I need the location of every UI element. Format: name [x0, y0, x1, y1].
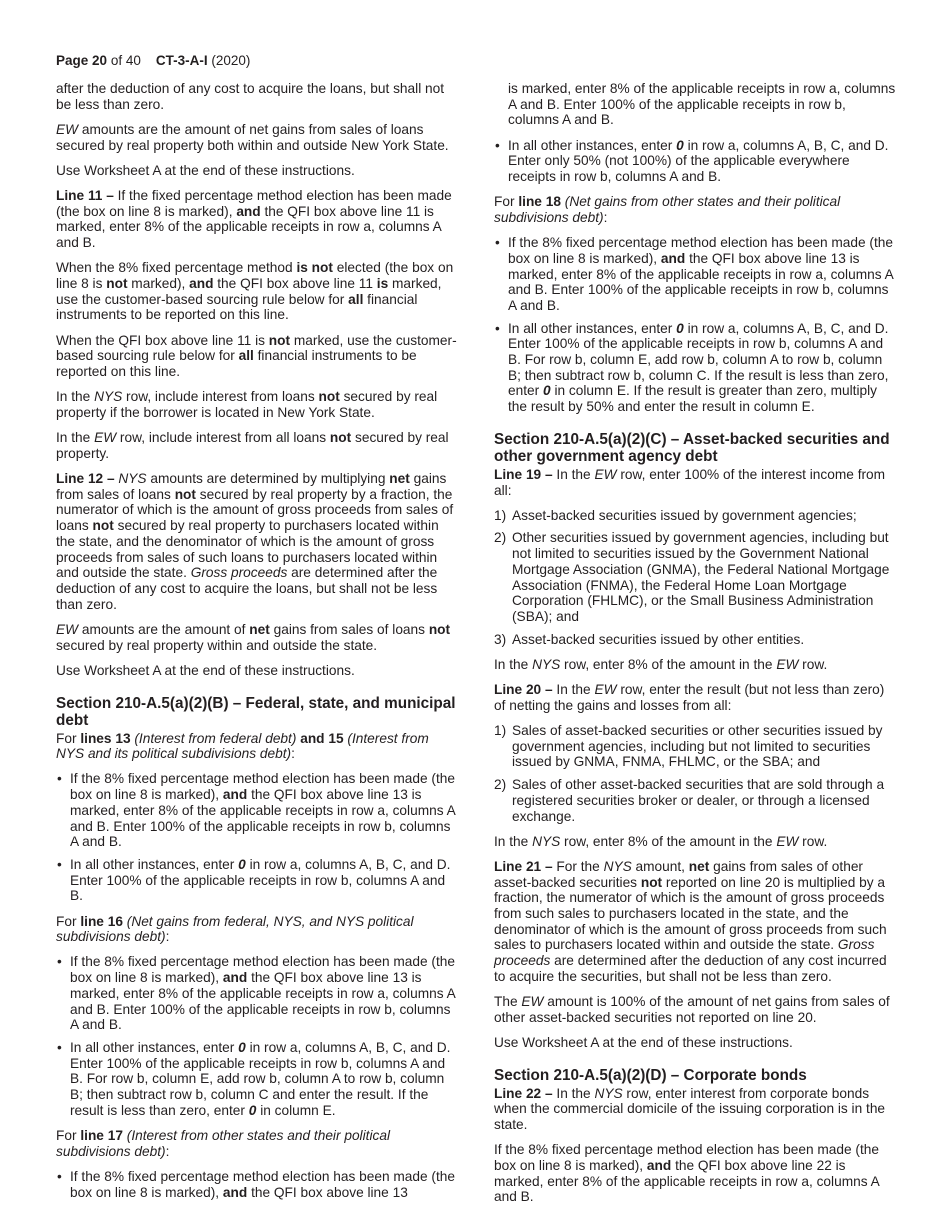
paragraph: Use Worksheet A at the end of these instructions.	[56, 662, 355, 678]
numbered-list	[494, 508, 896, 648]
list-item: • In all other instances, enter 0 in row a, columns A, B, C, and D. Enter 100% of the applicable receipts in row b, columns A and B.	[56, 857, 459, 904]
paragraph: EW amounts are the amount of net gains from sales of loans not secured by real property within and outside the state.	[56, 621, 451, 653]
paragraph: EW amounts are the amount of net gains from sales of loans secured by real property both within and outside New York State.	[56, 121, 449, 153]
form-number: CT-3-A-I	[155, 53, 208, 68]
paragraph: In the NYS row, enter 8% of the amount in the EW row.	[494, 656, 828, 672]
continued-list-text: is marked, enter 8% of the applicable receipts in row a, columns A and B. Enter 100% of the applicable receipts in row b, columns A and B.	[508, 81, 896, 128]
page-number: Page 20	[56, 53, 108, 68]
paragraph: When the 8% fixed percentage method is not elected (the box on line 8 is not marked), and the QFI box above line 11 is marked, use the customer-based sourcing rule below for all financial instruments to be reported on this line.	[56, 260, 454, 323]
paragraph: When the QFI box above line 11 is not marked, use the customer-based sourcing rule below for all financial instruments to be reported on this line.	[56, 332, 457, 380]
line-22-paragraph: Line 22 – In the NYS row, enter interest from corporate bonds when the commercial domicile of the issuing corporation is in the state.	[494, 1085, 886, 1133]
list-item: 2) Sales of other asset-backed securities that are sold through a registered securities broker or dealer, or through a licensed exchange.	[494, 777, 885, 824]
list-item: • In all other instances, enter 0 in row a, columns A, B, C, and D. Enter 100% of the applicable receipts in row b, columns A and B. For row b, column E, add row b, column A to row b, column B; then subtract row b, column C and enter the result. If the result is less than zero, enter 0 in column E.	[56, 1040, 459, 1119]
paragraph: Use Worksheet A at the end of these instructions.	[56, 162, 355, 178]
bullet-list	[56, 771, 459, 904]
line-20-paragraph: Line 20 – In the EW row, enter the result (but not less than zero) of netting the gains and losses from all:	[494, 682, 885, 713]
paragraph: after the deduction of any cost to acquire the loans, but shall not be less than zero.	[56, 81, 445, 112]
list-item: • If the 8% fixed percentage method election has been made (the box on line 8 is marked), and the QFI box above line 13 is marked, enter 8% of the applicable receipts in row a, columns A and B. Enter 100% of the applicable receipts in row b, columns A and B.	[494, 235, 896, 314]
list-item: 2) Other securities issued by government agencies, including but not limited to securities issued by the Government National Mortgage Association (GNMA), the Federal National Mortgage Association (FNMA), the Federal Home Loan Mortgage Corporation (FHLMC), or the Small Business Administration (SBA); and	[494, 530, 890, 624]
page-header	[56, 53, 250, 68]
paragraph: If the 8% fixed percentage method election has been made (the box on line 8 is marked), and the QFI box above line 22 is marked, enter 8% of the applicable receipts in row a, columns A and B.	[494, 1142, 880, 1205]
paragraph: For line 18 (Net gains from other states and their political subdivisions debt):	[494, 194, 841, 225]
paragraph: For lines 13 (Interest from federal debt) and 15 (Interest from NYS and its political subdivisions debt):	[56, 730, 429, 762]
left-column	[56, 81, 459, 1210]
list-item: • If the 8% fixed percentage method election has been made (the box on line 8 is marked), and the QFI box above line 13 is marked, enter 8% of the applicable receipts in row a, columns A and B. Enter 100% of the applicable receipts in row b, columns A and B.	[56, 771, 459, 850]
list-item: • In all other instances, enter 0 in row a, columns A, B, C, and D. Enter 100% of the applicable receipts in row b, columns A and B. For row b, column E, add row b, column A to row b, column B; then subtract row b, column C. If the result is less than zero, enter 0 in column E. If the result is greater than zero, multiply the result by 50% and enter the result in column E.	[494, 321, 896, 415]
paragraph: For line 17 (Interest from other states and their political subdivisions debt):	[56, 1127, 390, 1159]
line-12-paragraph: Line 12 – NYS amounts are determined by multiplying net gains from sales of loans not secured by real property by a fraction, the numerator of which is the amount of gross proceeds from sales of loans not secured by real property to purchasers located within the state, and the denominator of which is the amount of gross proceeds from sales of such loans to purchasers located within and outside the state. Gross proceeds are determined after the deduction of any cost to acquire the loans, but shall not be less than zero.	[56, 471, 454, 612]
paragraph: In the NYS row, include interest from loans not secured by real property if the borrower is located in New York State.	[56, 389, 438, 420]
paragraph: In the NYS row, enter 8% of the amount in the EW row.	[494, 833, 828, 849]
list-item: • In all other instances, enter 0 in row a, columns A, B, C, and D. Enter only 50% (not 100%) of the applicable everywhere receipts in row b, columns A and B.	[494, 138, 896, 185]
page-count: of 40	[110, 53, 141, 68]
right-column	[494, 81, 896, 1215]
form-year: (2020)	[211, 53, 251, 68]
line-19-paragraph: Line 19 – In the EW row, enter 100% of the interest income from all:	[494, 466, 886, 498]
bullet-list	[494, 235, 896, 415]
numbered-list	[494, 723, 896, 824]
section-heading-c: Section 210-A.5(a)(2)(C) – Asset-backed securities and other government agency debt	[494, 430, 890, 465]
bullet-list	[56, 1169, 459, 1200]
section-heading-d: Section 210-A.5(a)(2)(D) – Corporate bonds	[494, 1066, 807, 1084]
list-item: 1) Sales of asset-backed securities or other securities issued by government agencies, including but not limited to securities issued by GNMA, FNMA, FHLMC, or the SBA; and	[494, 723, 883, 770]
list-item: 1) Asset-backed securities issued by government agencies;	[494, 507, 857, 523]
paragraph: For line 16 (Net gains from federal, NYS, and NYS political subdivisions debt):	[56, 913, 414, 945]
paragraph: In the EW row, include interest from all loans not secured by real property.	[56, 430, 449, 461]
paragraph: The EW amount is 100% of the amount of net gains from sales of other asset-backed securities not reported on line 20.	[494, 994, 890, 1025]
bullet-list	[494, 138, 896, 185]
list-item: 3) Asset-backed securities issued by other entities.	[494, 631, 805, 647]
section-heading-b: Section 210-A.5(a)(2)(B) – Federal, state, and municipal debt	[56, 694, 456, 729]
list-item: • If the 8% fixed percentage method election has been made (the box on line 8 is marked), and the QFI box above line 13	[56, 1169, 459, 1200]
paragraph: Use Worksheet A at the end of these instructions.	[494, 1034, 793, 1050]
bullet-list	[56, 954, 459, 1118]
line-11-paragraph: Line 11 – If the fixed percentage method election has been made (the box on line 8 is marked), and the QFI box above line 11 is marked, enter 8% of the applicable receipts in row a, columns A and B.	[56, 188, 452, 251]
list-item: • If the 8% fixed percentage method election has been made (the box on line 8 is marked), and the QFI box above line 13 is marked, enter 8% of the applicable receipts in row a, columns A and B. Enter 100% of the applicable receipts in row b, columns A and B.	[56, 954, 459, 1033]
line-21-paragraph: Line 21 – For the NYS amount, net gains from sales of other asset-backed securities not reported on line 20 is multiplied by a fraction, the numerator of which is the amount of gross proceeds from such sales to purchasers located in the state, and the denominator of which is the amount of gross proceeds from such sales to purchasers located within and outside the state. Gross proceeds are determined after the deduction of any cost incurred to acquire the securities, but shall not be less than zero.	[494, 858, 887, 984]
